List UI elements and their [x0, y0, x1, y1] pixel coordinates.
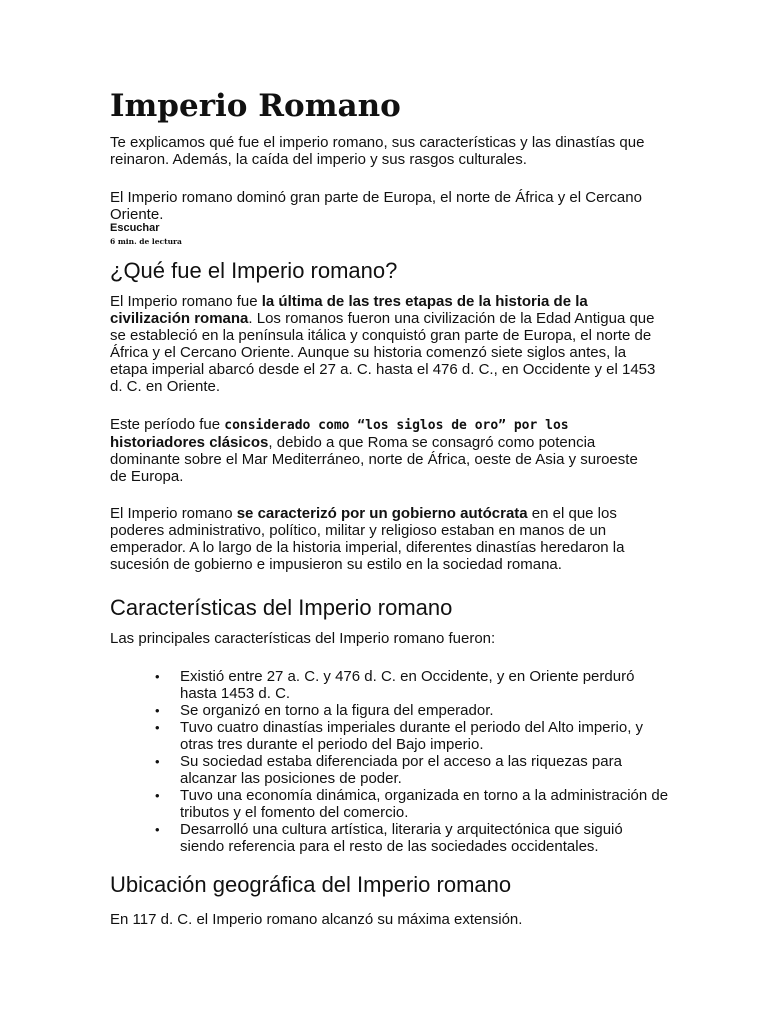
read-time: 6 min. de lectura [110, 237, 182, 246]
section1-paragraph-3 [110, 505, 658, 573]
list-item: • Tuvo una economía dinámica, organizada en torno a la administración de tributos y el fomento del comercio. [110, 787, 670, 821]
p2-bold-mono: considerado como “los siglos de oro” por los [224, 418, 569, 433]
p1-text-c: . Los romanos fueron una civilización de la Edad Antigua que se estableció en la península itálica y conquistó gran parte de Europa, el norte de África y el Cercano Oriente. Aunque su historia comenzó siete siglos antes, la etapa imperial abarcó desde el 27 a. C. hasta el 476 d. C., en Occidente y el 1453 d. C. en Oriente. [110, 310, 656, 395]
list-item: • Su sociedad estaba diferenciada por el acceso a las riquezas para alcanzar las posiciones de poder. [110, 753, 670, 787]
section-heading-what-was: ¿Qué fue el Imperio romano? [110, 258, 398, 283]
p2-text-d: , debido a que Roma se consagró como potencia dominante sobre el Mar Mediterráneo, norte de África, oeste de Asia y suroeste de Europa. [110, 434, 638, 485]
image-caption: El Imperio romano dominó gran parte de Europa, el norte de África y el Cercano Oriente. [110, 189, 642, 223]
p2-text-a: Este período fue [110, 416, 225, 433]
list-item: • Tuvo cuatro dinastías imperiales durante el periodo del Alto imperio, y otras tres durante el periodo del Bajo imperio. [110, 719, 670, 753]
intro-paragraph: Te explicamos qué fue el imperio romano, sus características y las dinastías que reinaron. Además, la caída del imperio y sus rasgos culturales. [110, 134, 645, 168]
section-heading-characteristics: Características del Imperio romano [110, 595, 453, 620]
page-title: Imperio Romano [110, 88, 401, 124]
p1-text-a: El Imperio romano fue [110, 293, 262, 310]
section2-lead: Las principales características del Imperio romano fueron: [110, 630, 496, 647]
section1-paragraph-1 [110, 293, 658, 395]
characteristics-list [110, 668, 670, 855]
list-item: • Se organizó en torno a la figura del emperador. [110, 702, 670, 719]
list-item: • Desarrolló una cultura artística, literaria y arquitectónica que siguió siendo referencia para el resto de las sociedades occidentales. [110, 821, 670, 855]
listen-button[interactable]: Escuchar [110, 222, 160, 234]
section-heading-location: Ubicación geográfica del Imperio romano [110, 872, 512, 897]
section3-paragraph-1: En 117 d. C. el Imperio romano alcanzó su máxima extensión. [110, 911, 523, 928]
p3-bold: se caracterizó por un gobierno autócrata [236, 505, 528, 522]
p1-bold: la última de las tres etapas de la historia de la civilización romana [110, 293, 588, 327]
list-item: • Existió entre 27 a. C. y 476 d. C. en Occidente, y en Oriente perduró hasta 1453 d. C. [110, 668, 670, 702]
p3-text-a: El Imperio romano [110, 505, 237, 522]
p2-bold: historiadores clásicos [110, 434, 269, 451]
p3-text-c: en el que los poderes administrativo, político, militar y religioso estaban en manos de un emperador. A lo largo de la historia imperial, diferentes dinastías heredaron la sucesión de gobierno e impusieron su estilo en la sociedad romana. [110, 505, 625, 573]
section1-paragraph-2 [110, 416, 658, 485]
